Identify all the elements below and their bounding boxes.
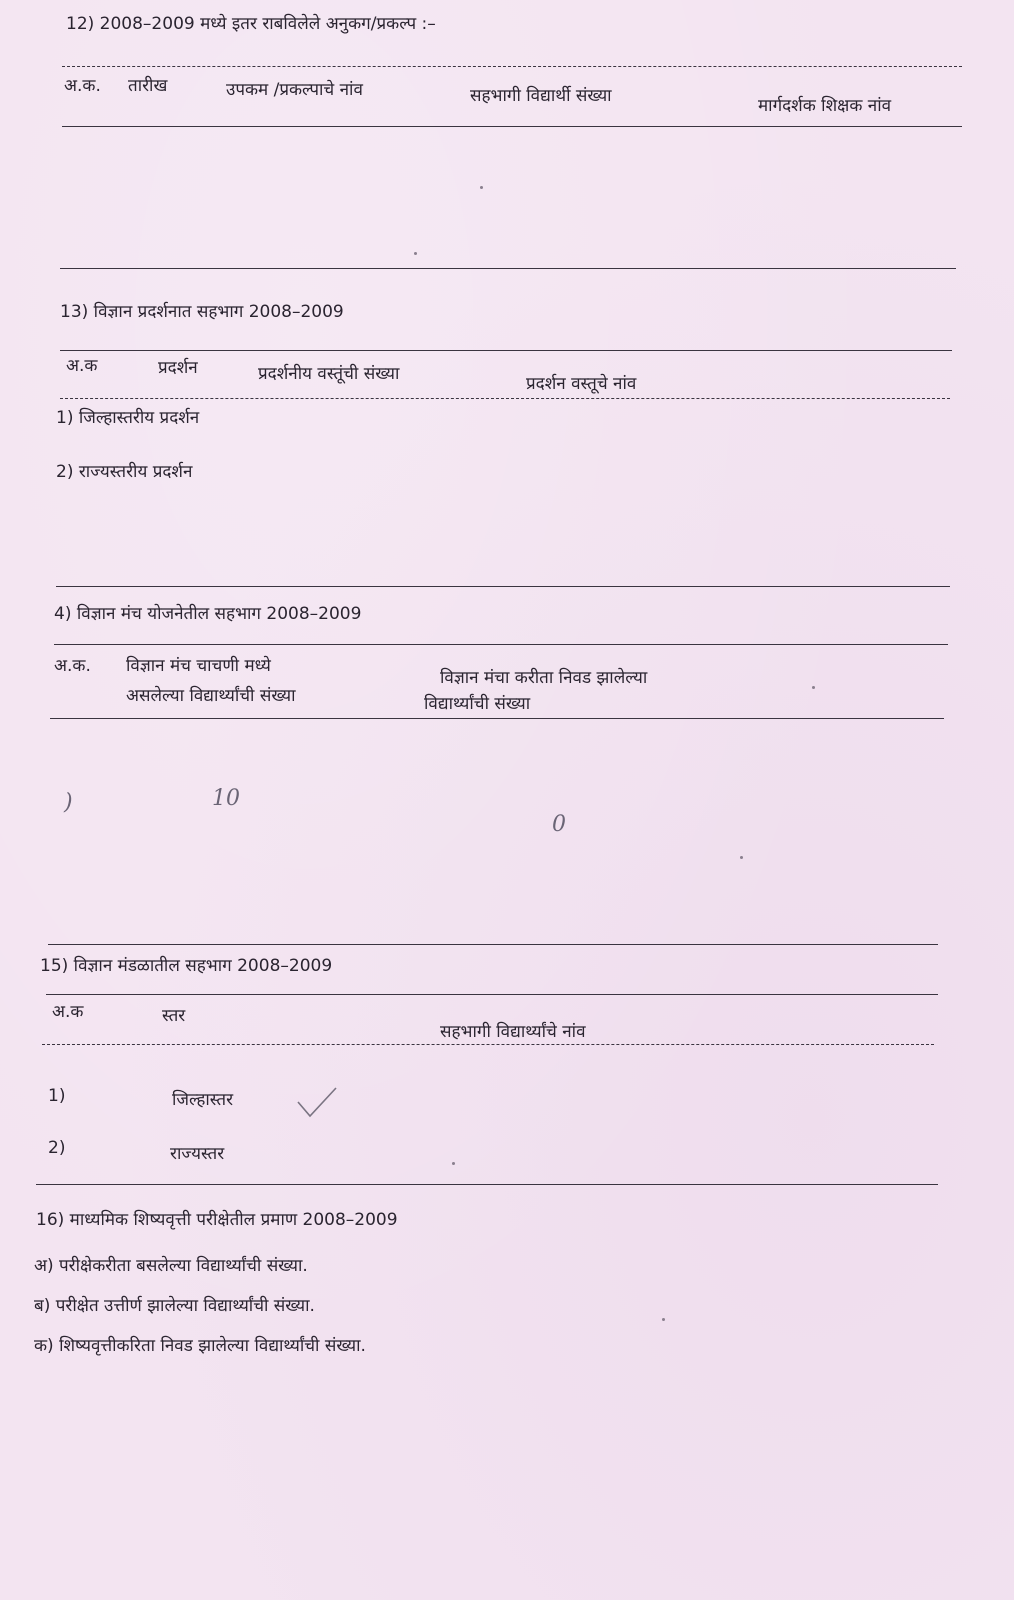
s13-row-district: 1) जिल्हास्तरीय प्रदर्शन — [56, 408, 200, 428]
section-14-rule-bottom — [48, 944, 938, 945]
s16-item-passed: ब) परीक्षेत उत्तीर्ण झालेल्या विद्यार्थ्यांची संख्या. — [34, 1296, 315, 1316]
s12-col-students: सहभागी विद्यार्थी संख्या — [470, 86, 612, 106]
section-13-rule-bottom — [56, 586, 950, 587]
scan-speck — [452, 1162, 455, 1165]
section-15-title: 15) विज्ञान मंडळातील सहभाग 2008–2009 — [40, 956, 333, 976]
s15-row2-level: राज्यस्तर — [170, 1144, 225, 1164]
section-16-title: 16) माध्यमिक शिष्यवृत्ती परीक्षेतील प्रमाण 2008–2009 — [36, 1210, 398, 1230]
section-14-rule-header — [50, 718, 944, 719]
s14-col-test-line2: असलेल्या विद्यार्थ्यांची संख्या — [126, 686, 296, 706]
s12-col-date: तारीख — [128, 76, 168, 96]
s15-col-level: स्तर — [162, 1006, 186, 1026]
s15-row1-level: जिल्हास्तर — [172, 1090, 234, 1110]
section-14-title: 4) विज्ञान मंच योजनेतील सहभाग 2008–2009 — [54, 604, 362, 624]
s13-row-state: 2) राज्यस्तरीय प्रदर्शन — [56, 462, 193, 482]
section-13-rule-top — [60, 350, 952, 351]
s16-item-selected: क) शिष्यवृत्तीकरिता निवड झालेल्या विद्यार्थ्यांची संख्या. — [34, 1336, 366, 1356]
section-14-rule-top — [54, 644, 948, 645]
s14-col-selected-line1: विज्ञान मंचा करीता निवड झालेल्या — [440, 668, 648, 688]
s14-col-test-line1: विज्ञान मंच चाचणी मध्ये — [126, 656, 271, 676]
s12-col-project: उपकम /प्रकल्पाचे नांव — [226, 80, 363, 100]
scan-speck — [414, 252, 417, 255]
s14-hand-selected-count: 0 — [552, 812, 566, 837]
s15-row2-no: 2) — [48, 1138, 66, 1158]
scan-speck — [740, 856, 743, 859]
s13-col-name: प्रदर्शन वस्तूचे नांव — [526, 374, 637, 394]
section-12-rule-bottom — [60, 268, 956, 269]
s13-col-exhibition: प्रदर्शन — [158, 358, 198, 378]
s13-col-count: प्रदर्शनीय वस्तूंची संख्या — [258, 364, 400, 384]
scan-speck — [662, 1318, 665, 1321]
s14-col-selected-line2: विद्यार्थ्यांची संख्या — [424, 694, 531, 714]
section-12-title: 12) 2008–2009 मध्ये इतर राबविलेले अनुकग/प्रकल्प :– — [66, 14, 436, 34]
section-15-rule-bottom — [36, 1184, 938, 1185]
section-15-rule-top — [46, 994, 938, 995]
s16-item-appeared: अ) परीक्षेकरीता बसलेल्या विद्यार्थ्यांची संख्या. — [34, 1256, 308, 1276]
s15-row1-no: 1) — [48, 1086, 66, 1106]
s14-col-no: अ.क. — [54, 656, 91, 676]
section-12-rule-top — [62, 66, 962, 67]
scan-speck — [480, 186, 483, 189]
checkmark-icon — [296, 1086, 338, 1122]
s15-col-students: सहभागी विद्यार्थ्यांचे नांव — [440, 1022, 586, 1042]
section-13-title: 13) विज्ञान प्रदर्शनात सहभाग 2008–2009 — [60, 302, 344, 322]
s15-col-no: अ.क — [52, 1002, 84, 1022]
s12-col-no: अ.क. — [64, 76, 101, 96]
scan-speck — [812, 686, 815, 689]
s13-col-no: अ.क — [66, 356, 98, 376]
section-13-rule-header — [60, 398, 950, 399]
s12-col-teacher: मार्गदर्शक शिक्षक नांव — [758, 96, 892, 116]
s14-hand-row-no: ) — [64, 790, 73, 815]
section-12-rule-header — [62, 126, 962, 127]
section-15-rule-header — [42, 1044, 934, 1045]
s14-hand-test-count: 10 — [212, 786, 240, 811]
